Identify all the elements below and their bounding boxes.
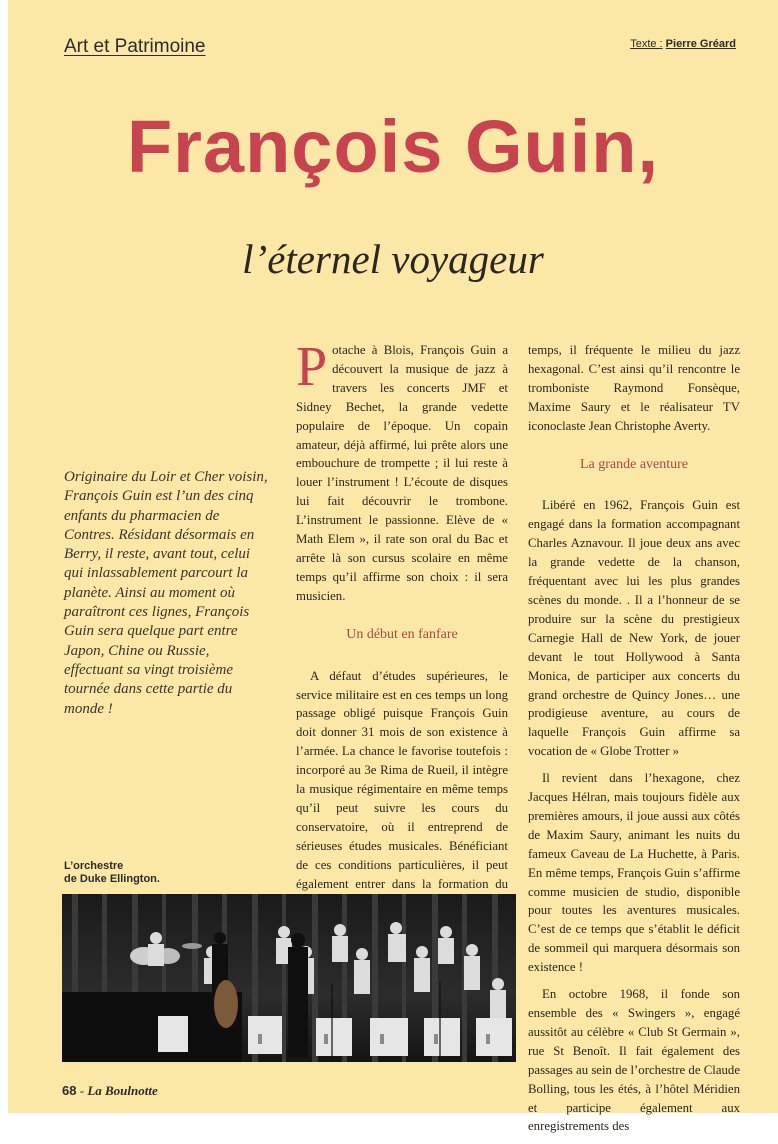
article-column-2 [528,341,740,1144]
credit-name: Pierre Gréard [665,38,736,50]
paragraph-4: Libéré en 1962, François Guin est engagé dans la formation accompagnant Charles Aznavour. Il joue deux ans avec la grande vedette de la chanson, fréquentant avec lui les plus grandes scènes du monde. . Il a l’honneur de se produire sur la scène du prestigieux Carnegie Hall de New York, de jouer devant le tout Hollywood à Santa Monica, de participer aux concerts du grand orchestre de Quincy Jones… une prodigieuse aventure, au cours de laquelle François Guin affirme sa vocation de « Globe Trotter » [528,498,740,759]
photo-caption [64,860,160,886]
article-column-1 [296,336,508,920]
paragraph-5: Il revient dans l’hexagone, chez Jacques Hélran, mais toujours fidèle aux premières amours, il joue aussi aux côtés de Maxim Saury, animant les nuits du fameux Caveau de La Huchette, à Paris. En même temps, François Guin s’affirme comme musicien de studio, disponible pour toutes les aventures musicales. C’est de ce temps que s’établit le déficit de sommeil qui marquera désormais son existence ! [528,771,740,975]
paragraph-1 [296,336,508,606]
paragraph-6: En octobre 1968, il fonde son ensemble des « Swingers », engagé aussitôt au célèbre « Club St Germain », rue St Benoît. Il fait également des passages au sein de l’orchestre de Claude Bolling, tous les étés, à l’hôtel Méridien et participe également aux enregistrements des [528,987,740,1134]
magazine-page [8,0,778,1134]
subheading-aventure: La grande aventure [579,456,689,472]
article-subtitle: l’éternel voyageur [242,236,544,282]
author-credit [630,38,736,50]
intro-paragraph: Originaire du Loir et Cher voisin, François Guin est l’un des cinq enfants du pharmacien de Contres. Résidant désormais en Berry, il reste, avant tout, celui qui inlassablement parcourt la planète. Ainsi au moment où paraîtront ces lignes, François Guin sera quelque part entre Japon, Chine ou Russie, effectuant sa vingt troisième tournée dans cette partie du monde ! [64,469,268,717]
page-edge [0,0,8,1113]
caption-line-2: de Duke Ellington. [64,873,160,885]
article-title: François Guin, [126,105,660,188]
drop-cap: P [296,336,328,398]
credit-label: Texte : [630,38,663,50]
caption-line-1: L’orchestre [64,860,124,872]
section-heading: Art et Patrimoine [64,36,206,57]
paragraph-3: temps, il fréquente le milieu du jazz hexagonal. C’est ainsi qu’il rencontre le tromboniste Raymond Fonsèque, Maxime Saury et le réalisateur TV iconoclaste Jean Christophe Averty. [528,343,740,433]
paragraph-2: A défaut d’études supérieures, le service militaire est en ces temps un long passage obligé puisque François Guin doit donner 31 mois de son existence à l’armée. La chance le favorise toutefois : incorporé au 3e Rima de Rueil, il intègre la musique régimentaire en même temps qu’il peut suivre les cours du conservatoire, où il entreprend de sérieuses études musicales. Bénéficiant de ces conditions particulières, il peut également entrer dans la formation du [296,668,508,891]
page-number: 68 [62,1083,77,1098]
magazine-name: La Boulnotte [87,1083,158,1098]
intro-text [64,468,270,719]
footer-separator: - [79,1083,85,1098]
subheading-debut: Un début en fanfare [346,626,458,642]
paragraph-1-text: otache à Blois, François Guin a découvert la musique de jazz à travers les concerts JMF et Sidney Bechet, la grande vedette populaire de l’époque. Un copain amateur, déjà affirmé, lui prête alors une embouchure de trompette ; il lui reste à louer l’instrument ! L’écoute de disques lui fait découvrir le trombone. L’instrument le passionne. Elève de « Math Elem », il rate son oral du Bac et arrête là son cursus scolaire en même temps qu’il affirme son choix : il sera musicien. [296,343,508,603]
page-footer [62,1083,158,1099]
orchestra-photo [62,894,516,1062]
